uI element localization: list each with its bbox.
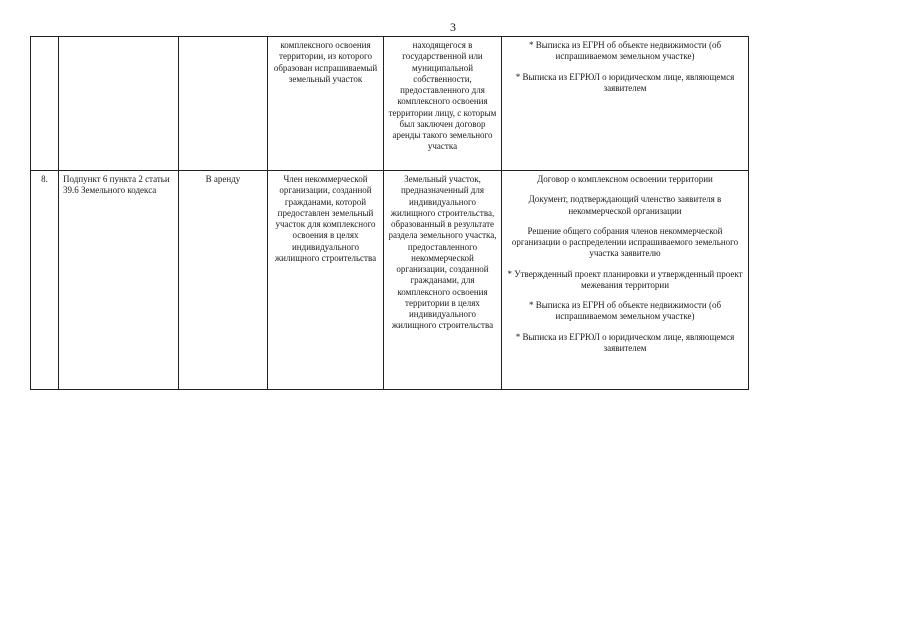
document-item: * Выписка из ЕГРЮЛ о юридическом лице, являющемся заявителем [515,331,735,353]
document-item: * Выписка из ЕГРН об объекте недвижимости (об испрашиваемом земельном участке) [528,40,722,62]
cell-documents [502,37,749,171]
table-row [31,37,749,171]
cell-legal-basis [59,37,179,171]
cell-applicant: комплексного освоения территории, из которого образован испрашиваемый земельный участок [268,37,384,171]
document-item: Решение общего собрания членов некоммерческой организации о распределении испрашиваемого земельного участка заявителю [511,225,739,259]
cell-right-type: В аренду [179,171,268,390]
table-row [31,171,749,390]
cell-land-plot: Земельный участок, предназначенный для индивидуального жилищного строительства, образованный в результате раздела земельного участка, предоставленного некоммерческой организации, созданной гражданами, для комплексного освоения территории в целях индивидуального жилищного строительства [384,171,502,390]
cell-applicant: Член некоммерческой организации, созданной гражданами, которой предоставлен земельный участок для комплексного освоения в целях индивидуального жилищного строительства [268,171,384,390]
document-item: Документ, подтверждающий членство заявителя в некоммерческой организации [528,194,722,216]
cell-number [31,37,59,171]
cell-land-plot: находящегося в государственной или муниципальной собственности, предоставленного для комплексного освоения территории лицу, с которым был заключен договор аренды такого земельного участка [384,37,502,171]
page-number: 3 [450,20,456,34]
cell-right-type [179,37,268,171]
document-table [30,36,749,390]
cell-legal-basis: Подпункт 6 пункта 2 статьи 39.6 Земельного кодекса [59,171,179,390]
document-item: * Выписка из ЕГРЮЛ о юридическом лице, являющемся заявителем [515,71,735,93]
cell-documents [502,171,749,390]
document-item: * Утвержденный проект планировки и утвержденный проект межевания территории [507,268,743,290]
document-item: * Выписка из ЕГРН об объекте недвижимости (об испрашиваемом земельном участке) [528,300,722,322]
document-item: Договор о комплексном освоении территории [537,174,713,184]
cell-number: 8. [31,171,59,390]
